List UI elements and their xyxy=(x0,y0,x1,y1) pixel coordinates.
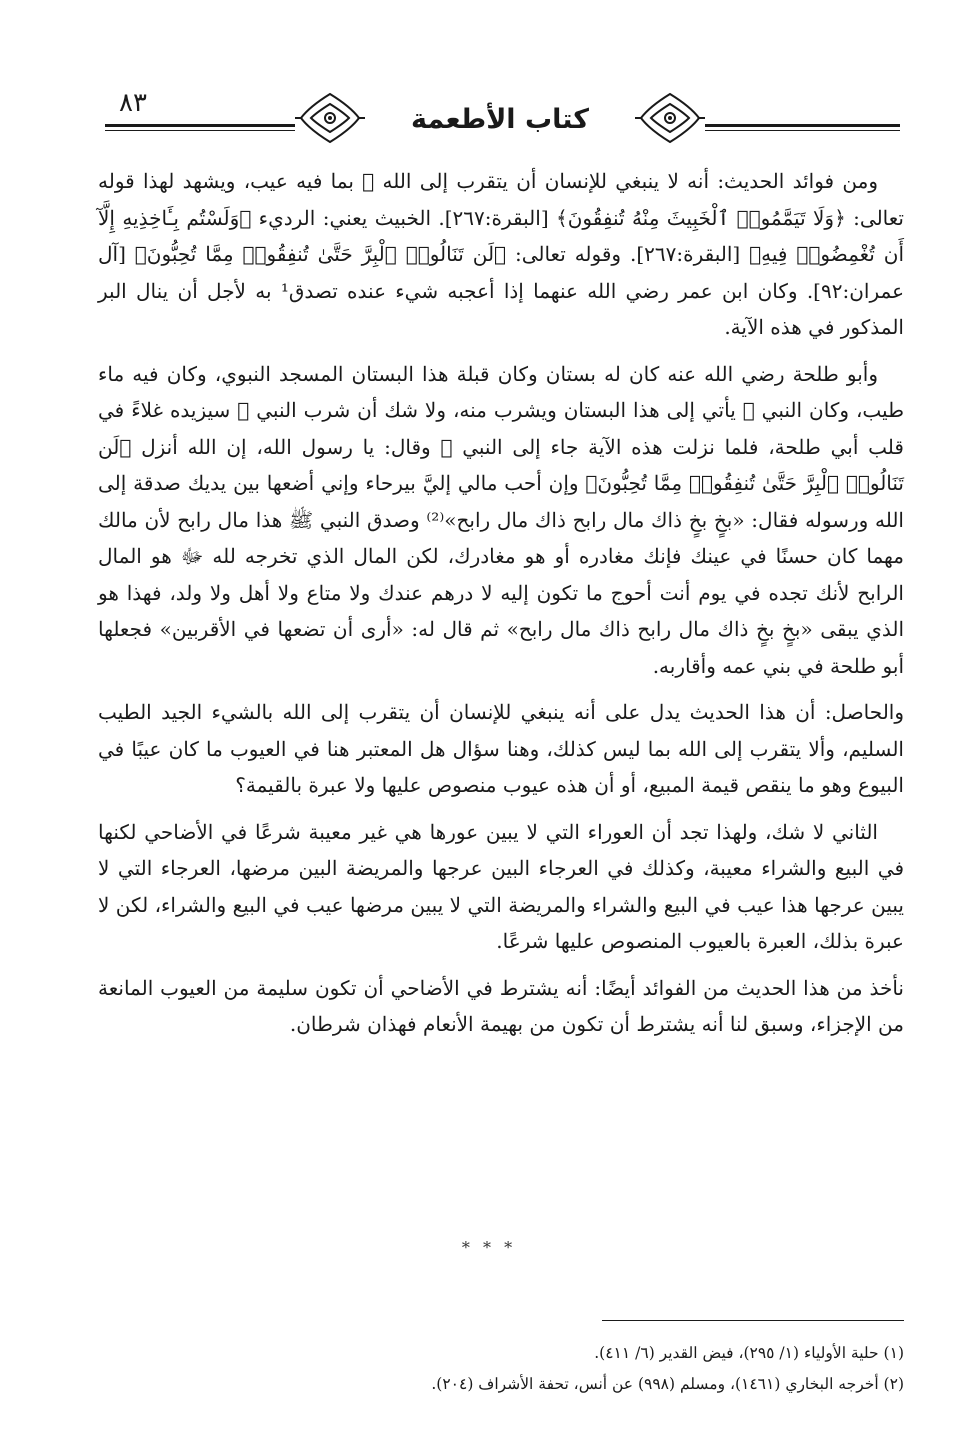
footnotes xyxy=(98,1338,904,1400)
main-text xyxy=(98,163,904,1053)
chapter-title: كتاب الأطعمة xyxy=(411,104,589,135)
page-header xyxy=(105,88,900,158)
footnote-rule xyxy=(602,1320,904,1321)
paragraph: نأخذ من هذا الحديث من الفوائد أيضًا: أنه يشترط في الأضاحي أن تكون سليمة من العيوب المانعة من الإجزاء، وسبق لنا أنه يشترط أن تكون من بهيمة الأنعام فهذان شرطان. xyxy=(98,975,904,1036)
paragraph: وأبو طلحة رضي الله عنه كان له بستان وكان قبلة هذا البستان المسجد النبوي، وكان فيه ماء طيب، وكان النبي ﷺ يأتي إلى هذا البستان ويشرب منه، ولا شك أن شرب النبي ﷺ سيزيده غلاءً في قلب أبي طلحة، فلما نزلت هذه الآية جاء إلى النبي ﷺ وقال: يا رسول الله، إن الله أنزل ﴿لَن تَنَالُوا۟ ٱلْبِرَّ حَتَّىٰ تُنفِقُوا۟ مِمَّا تُحِبُّونَ﴾ وإن أحب مالي إليَّ بيرحاء وإني أضعها بين يديك صدقة إلى الله ورسوله فقال: «بخٍ بخٍ ذاك مال رابح ذاك مال رابح»⁽²⁾ وصدق النبي ﷺ هذا مال رابح لأن مالك مهما كان حسنًا في عينك فإنك مغادره أو هو مغادرك، لكن المال الذي تخرجه لله ﷻ هو المال الرابح لأنك تجده في يوم أنت أحوج ما تكون إليه لا درهم عندك ولا متاع ولا أهل ولا ولد، فهذا هو الذي يبقى «بخٍ بخٍ ذاك مال رابح ذاك مال رابح» ثم قال له: «أرى أن تضعها في الأقربين» فجعلها أبو طلحة في بني عمه وأقاربه. xyxy=(98,361,904,678)
footnote: (١) حلية الأولياء (١/ ٢٩٥)، فيض القدير (٦/ ٤١١). xyxy=(594,1344,904,1362)
ornament-left-icon xyxy=(295,88,365,148)
page-number: ٨٣ xyxy=(113,88,153,118)
paragraph: والحاصل: أن هذا الحديث يدل على أنه ينبغي للإنسان أن يتقرب إلى الله بالشيء الجيد الطيب السليم، وألا يتقرب إلى الله بما ليس كذلك، وهنا سؤال هل المعتبر هنا في العيوب ما كان عيبًا في البيوع وهو ما ينقص قيمة المبيع، أو أن هذه عيوب منصوص عليها ولا عبرة بالقيمة؟ xyxy=(98,700,904,797)
section-divider: * * * xyxy=(461,1238,517,1257)
footnote: (٢) أخرجه البخاري (١٤٦١)، ومسلم (٩٩٨) عن أنس، تحفة الأشراف (٢٠٤). xyxy=(431,1375,904,1393)
paragraph: الثاني لا شك، ولهذا تجد أن العوراء التي لا يبين عورها هي غير معيبة شرعًا في الأضاحي لكنها في البيع والشراء معيبة، وكذلك في العرجاء البين عرجها والمريضة البين مرضها، العرجاء التي لا يبين عرجها هذا عيب في البيع والشراء والمريضة التي لا يبين مرضها عيب في البيع والشراء، لكن لا عبرة بذلك، العبرة بالعيوب المنصوص عليها شرعًا. xyxy=(98,819,905,953)
ornament-right-icon xyxy=(635,88,705,148)
paragraph: ومن فوائد الحديث: أنه لا ينبغي للإنسان أن يتقرب إلى الله ﷻ بما فيه عيب، ويشهد لهذا قوله تعالى: ﴿وَلَا تَيَمَّمُوا۟ ٱلْخَبِيثَ مِنْهُ تُنفِقُونَ﴾ [البقرة:٢٦٧]. الخبيث يعني: الرديء ﴿وَلَسْتُم بِـَٔاخِذِيهِ إِلَّآ أَن تُغْمِضُوا۟ فِيهِ﴾ [البقرة:٢٦٧]. وقوله تعالى: ﴿لَن تَنَالُوا۟ ٱلْبِرَّ حَتَّىٰ تُنفِقُوا۟ مِمَّا تُحِبُّونَ﴾ [آل عمران:٩٢]. وكان ابن عمر رضي الله عنهما إذا أعجبه شيء عنده تصدق¹ به لأجل أن ينال البر المذكور في هذه الآية. xyxy=(98,169,904,339)
header-title-block xyxy=(295,88,705,148)
